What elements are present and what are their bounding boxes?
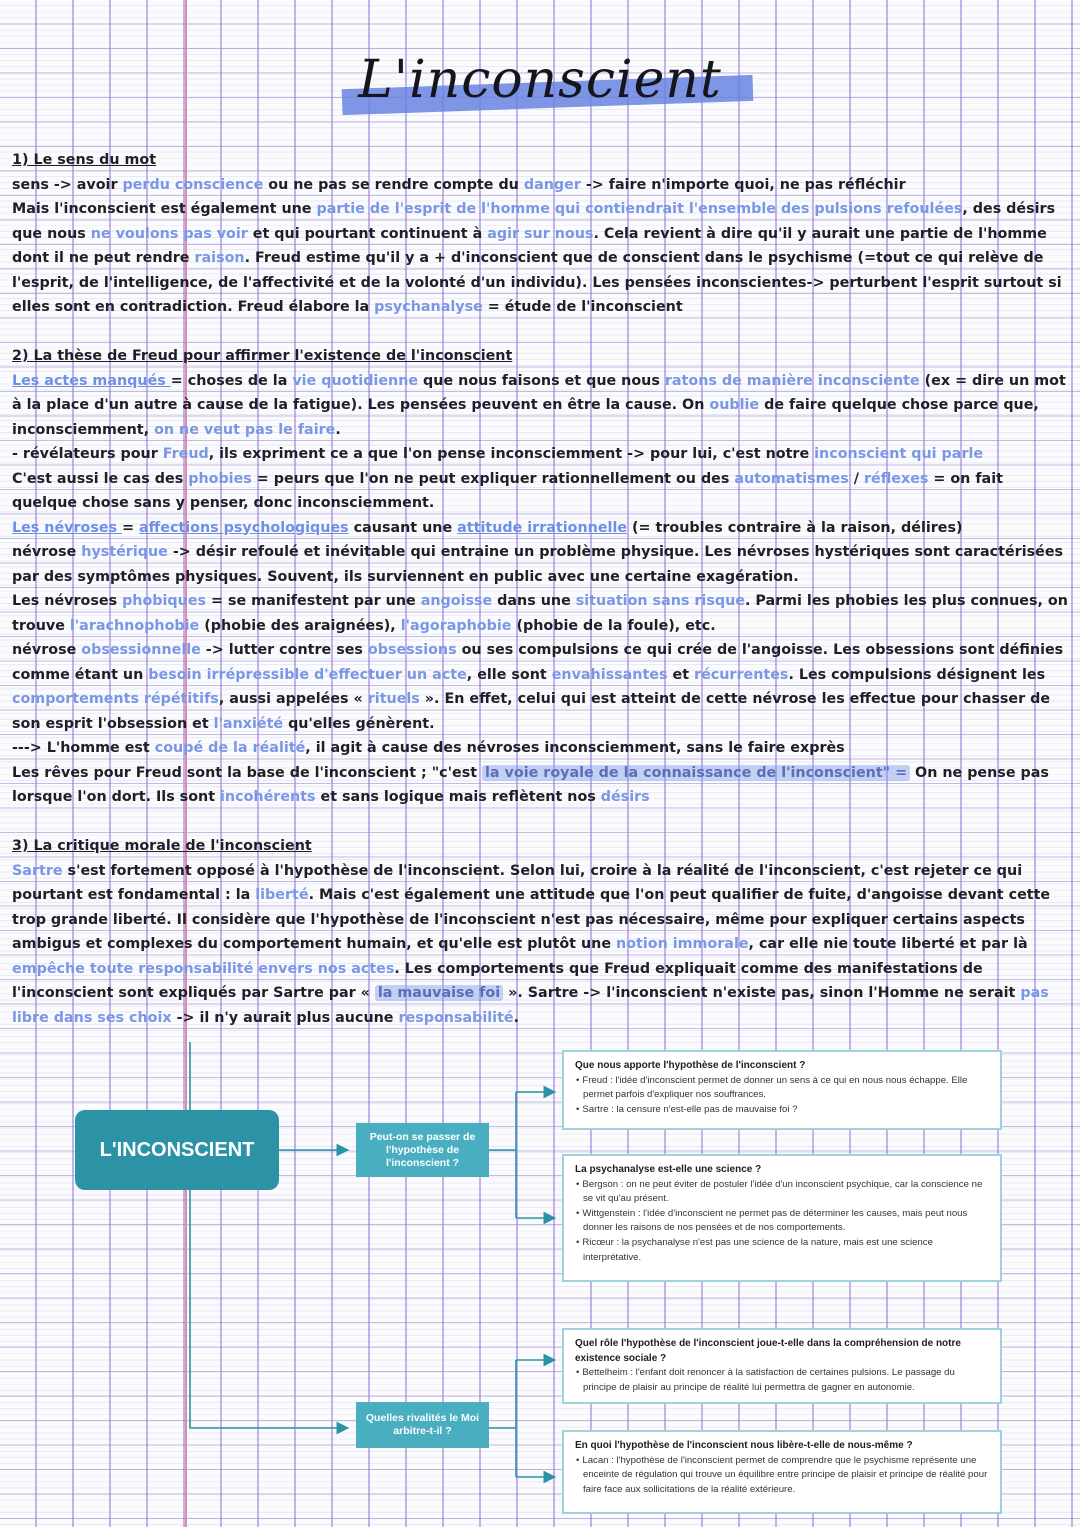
text: ». Sartre -> l'inconscient n'existe pas, sinon l'Homme ne serait [503, 985, 1021, 1001]
text: . Cela revient à dire qu'il y aurait une partie de l'homme dont il ne peut rendre [12, 225, 1047, 266]
text: , des désirs que nous [12, 201, 1056, 242]
section-2-heading: 2) La thèse de Freud pour affirmer l'existence de l'inconscient [12, 348, 513, 364]
text: névrose [12, 544, 82, 560]
section-3-heading: 3) La critique morale de l'inconscient [12, 838, 312, 854]
hl-term: Freud [162, 446, 209, 462]
box-list [575, 1454, 990, 1498]
hl-quote: la voie royale de la connaissance de l'inconscient" = [482, 765, 910, 781]
hl-term: hystérique [81, 544, 168, 560]
hl-quote: la mauvaise foi [375, 985, 503, 1001]
hl-term: phobiques [122, 593, 207, 609]
hl-term: l'agoraphobie [400, 617, 512, 634]
text: (phobie de la foule), etc. [511, 617, 716, 634]
box-list [575, 1366, 990, 1395]
text: = peurs que l'on ne peut expliquer rationnellement ou des [251, 470, 735, 487]
text: . Freud estime qu'il y a + d'inconscient que de conscient dans le psychisme (=tout ce qui relève de l'esprit, de l'intelligence, de l'affectivité et de la volonté d'un individu). Les pensées inconscientes-> perturbent l'esprit surtout si elles sont en contradiction. Freud élabore la [12, 250, 1062, 315]
hl-term: besoin irrépressible d'effectuer un acte [148, 666, 467, 683]
s2-revelateurs [12, 442, 1070, 467]
hl-term: phobies [188, 470, 252, 487]
hl-term: empêche toute responsabilité envers nos actes [12, 960, 395, 977]
hl-term: ratons de manière inconsciente [664, 372, 920, 389]
main-node: L'INCONSCIENT [75, 1110, 279, 1190]
text: s'est fortement opposé à l'hypothèse de l'inconscient. Selon lui, croire à la réalité de l'inconscient, c'est rejeter ce qui pourtant est fondamental : la [12, 862, 1023, 903]
text: , car elle nie toute liberté et par là [748, 936, 1028, 952]
hl-term: on ne veut pas le faire [154, 421, 336, 438]
text: ». En effet, celui qui est atteint de cette névrose les effectue pour chasser de son esprit l'obsession et [12, 691, 1051, 732]
text: = [122, 519, 140, 536]
text: . Mais c'est également une attitude que l'on peut qualifier de fuite, d'angoisse devant cette trop grande liberté. Il considère que l'hypothèse de l'inconscient n'est pas nécessaire, même pour expliquer certains aspects ambigus et complexes du comportement humain, et qu'elle est plutôt une [12, 887, 1051, 952]
text: et [667, 666, 695, 683]
s2-phobies [12, 467, 1070, 516]
info-box-1 [562, 1050, 1002, 1130]
s2-reves [12, 761, 1070, 810]
text: Mais l'inconscient est également une [12, 201, 317, 217]
title-wrap [0, 48, 1080, 112]
box-question: La psychanalyse est-elle une science ? [575, 1164, 762, 1175]
spacer [12, 320, 1070, 345]
info-box-2 [562, 1154, 1002, 1282]
text: et sans logique mais reflètent nos [315, 789, 601, 805]
box-item: • Freud : l'idée d'inconscient permet de donner un sens à ce qui en nous nous échappe. Elle permet parfois d'expliquer nos souffrances. [575, 1074, 990, 1103]
text: / [848, 470, 864, 487]
s2-obsessionnelle [12, 638, 1070, 736]
s3-para [12, 859, 1070, 1031]
text: . [335, 421, 341, 438]
text: et qui pourtant continuent à [247, 225, 488, 242]
box-item: • Ricœur : la psychanalyse n'est pas une science de la nature, mais est une science interprétative. [575, 1236, 990, 1265]
text: sens -> avoir [12, 176, 123, 193]
text: -> lutter contre ses [200, 642, 368, 658]
s2-nevroses [12, 516, 1070, 541]
s1-para-1 [12, 173, 1070, 198]
text: . [513, 1009, 520, 1026]
question-node-2: Quelles rivalités le Moi arbitre-t-il ? [356, 1402, 489, 1448]
hl-term: désirs [600, 789, 650, 805]
box-question: Que nous apporte l'hypothèse de l'inconscient ? [575, 1060, 806, 1071]
hl-term: perdu conscience [122, 176, 264, 193]
hl-term: Sartre [12, 862, 63, 879]
text: , il agit à cause des névroses inconsciemment, sans le faire exprès [305, 740, 845, 756]
hl-term: psychanalyse [374, 299, 483, 315]
hl-term: liberté [255, 887, 309, 903]
s2-phobiques [12, 589, 1070, 638]
text: (phobie des araignées), [199, 617, 401, 634]
box-item: • Bergson : on ne peut éviter de postuler l'idée d'un inconscient psychique, car la conscience ne se vit qu'au présent. [575, 1178, 990, 1207]
text: ou ne pas se rendre compte du [263, 176, 524, 193]
box-question: Quel rôle l'hypothèse de l'inconscient joue-t-elle dans la compréhension de notre existence sociale ? [575, 1338, 961, 1364]
spacer [12, 810, 1070, 835]
text: On ne pense pas lorsque l'on dort. Ils sont [12, 764, 1049, 805]
hl-term: raison [194, 250, 245, 266]
text: qu'elles génèrent. [283, 715, 435, 732]
text: (= troubles contraire à la raison, délires) [627, 519, 963, 536]
hl-term: situation sans risque [575, 593, 745, 609]
text: que nous faisons et que nous [418, 372, 665, 389]
text: névrose [12, 642, 82, 658]
text: = se manifestent par une [206, 593, 421, 609]
connector [190, 1190, 346, 1428]
hl-term: incohérents [220, 789, 316, 805]
hl-term: attitude irrationnelle [457, 519, 628, 536]
text: , elle sont [466, 666, 552, 683]
text: = étude de l'inconscient [482, 299, 683, 315]
hl-term: l'anxiété [213, 715, 284, 732]
hl-term: obsessions [367, 642, 457, 658]
hl-term: réflexes [863, 470, 929, 487]
box-item: • Wittgenstein : l'idée d'inconscient ne permet pas de déterminer les causes, mais peut nous donner les raisons de nos pensées et de nos comportements. [575, 1207, 990, 1236]
box-list [575, 1178, 990, 1266]
hl-term: envahissantes [551, 666, 668, 683]
text: Les rêves pour Freud sont la base de l'inconscient ; "c'est [12, 764, 483, 781]
text: Les névroses [12, 593, 123, 609]
hl-term: partie de l'esprit de l'homme qui contiendrait l'ensemble des pulsions refoulées [316, 201, 963, 217]
s2-coupe [12, 736, 1070, 761]
hl-term: pas libre dans ses choix [12, 985, 1049, 1026]
hl-term: récurrentes [694, 666, 789, 683]
text: de faire quelque chose parce que, inconsciemment, [12, 397, 1039, 438]
s1-para-2 [12, 197, 1070, 320]
hl-term: oublie [709, 397, 760, 413]
hl-term: responsabilité [398, 1009, 514, 1026]
text: = on fait quelque chose sans y penser, donc inconsciemment. [12, 470, 1003, 511]
notes [12, 148, 1070, 1030]
text: -> il n'y aurait plus aucune [171, 1009, 399, 1026]
text: (ex = dire un mot à la place d'un autre à cause de la fatigue). Les pensées peuvent en être la cause. On [12, 372, 1066, 413]
text: , aussi appelées « [218, 691, 368, 707]
text: -> désir refoulé et inévitable qui entraine un problème physique. Les névroses hystériques sont caractérisées par des symptômes physiques. Souvent, ils surviennent en public avec une certaine exagération. [12, 544, 1064, 585]
hl-term: obsessionnelle [81, 642, 201, 658]
text: = choses de la [170, 372, 293, 389]
section-1-heading: 1) Le sens du mot [12, 152, 157, 168]
text: . Les comportements que Freud expliquait comme des manifestations de l'inconscient sont expliqués par Sartre par « [12, 960, 983, 1001]
hl-term: rituels [367, 691, 420, 707]
hl-term: affections psychologiques [139, 519, 349, 536]
text: , ils expriment ce a que l'on pense inconsciemment -> pour lui, c'est notre [208, 446, 815, 462]
hl-term: automatismes [734, 470, 849, 487]
mind-map [0, 1040, 1080, 1527]
text: ou ses compulsions ce qui crée de l'angoisse. Les obsessions sont définies comme étant un [12, 642, 1064, 683]
hl-term: notion immorale [616, 936, 749, 952]
box-question: En quoi l'hypothèse de l'inconscient nous libère-t-elle de nous-même ? [575, 1440, 913, 1451]
info-box-3 [562, 1328, 1002, 1404]
hl-term: ne voulons pas voir [90, 225, 248, 242]
info-box-4 [562, 1430, 1002, 1514]
hl-term: danger [523, 176, 581, 193]
text: ---> L'homme est [12, 740, 155, 756]
box-list [575, 1074, 990, 1118]
box-item: • Lacan : l'hypothèse de l'inconscient permet de comprendre que le psychisme représente une enceinte de régulation qui trouve un équilibre entre principe de plaisir et principe de réalité pour faire face aux sollicitations de la réalité extérieure. [575, 1454, 990, 1498]
text: - révélateurs pour [12, 446, 163, 462]
question-node-1: Peut-on se passer de l'hypothèse de l'inconscient ? [356, 1123, 489, 1177]
box-item: • Bettelheim : l'enfant doit renoncer à la satisfaction de certaines pulsions. Le passage du principe de plaisir au principe de réalité lui permettra de gagner en autonomie. [575, 1366, 990, 1395]
text: -> faire n'importe quoi, ne pas réfléchir [580, 176, 906, 193]
text: . Parmi les phobies les plus connues, on trouve [12, 593, 1068, 634]
hl-term: coupé de la réalité [154, 740, 306, 756]
hl-term: inconscient qui parle [814, 446, 984, 462]
box-item: • Sartre : la censure n'est-elle pas de mauvaise foi ? [575, 1103, 990, 1118]
hl-term: Les actes manqués [12, 372, 171, 389]
s2-actes [12, 369, 1070, 443]
text: . Les compulsions désignent les [788, 666, 1046, 683]
page-title: L'inconscient [340, 48, 739, 112]
hl-term: Les névroses [12, 519, 123, 536]
s2-hysterique [12, 540, 1070, 589]
text: causant une [348, 519, 458, 536]
hl-term: comportements répétitifs [12, 691, 219, 707]
hl-term: angoisse [420, 593, 493, 609]
text: dans une [492, 593, 576, 609]
text: C'est aussi le cas des [12, 470, 189, 487]
hl-term: l'arachnophobie [69, 617, 200, 634]
hl-term: vie quotidienne [292, 372, 419, 389]
hl-term: agir sur nous [487, 225, 594, 242]
